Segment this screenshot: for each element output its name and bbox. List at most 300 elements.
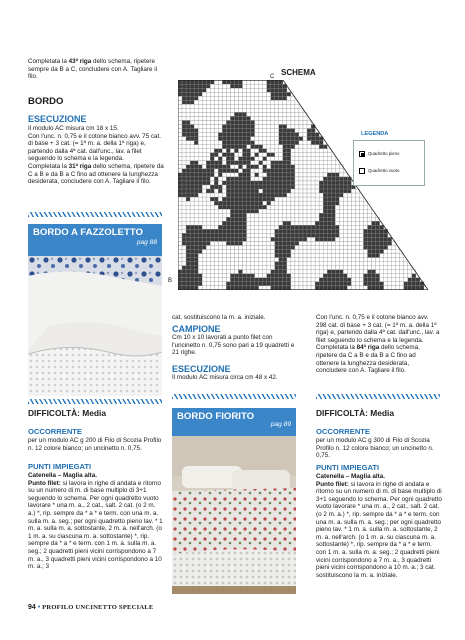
grid-cell xyxy=(307,145,311,149)
grid-cell xyxy=(287,270,291,274)
grid-cell xyxy=(392,266,396,270)
grid-cell xyxy=(347,262,351,266)
grid-cell xyxy=(194,169,198,173)
grid-cell xyxy=(376,274,380,278)
grid-cell xyxy=(190,153,194,157)
grid-cell xyxy=(178,286,182,290)
grid-cell xyxy=(202,185,206,189)
grid-cell xyxy=(182,137,186,141)
grid-cell xyxy=(283,193,287,197)
grid-cell xyxy=(339,270,343,274)
grid-cell xyxy=(210,96,214,100)
grid-cell xyxy=(400,282,404,286)
grid-cell xyxy=(218,120,222,124)
grid-cell xyxy=(315,185,319,189)
grid-cell xyxy=(194,157,198,161)
grid-cell xyxy=(271,137,275,141)
grid-cell xyxy=(323,286,327,290)
grid-cell xyxy=(275,137,279,141)
grid-cell xyxy=(186,129,190,133)
grid-cell xyxy=(222,161,226,165)
grid-cell xyxy=(400,258,404,262)
divider-hatch-left xyxy=(28,212,162,217)
grid-cell xyxy=(259,185,263,189)
grid-cell xyxy=(194,189,198,193)
grid-cell xyxy=(315,161,319,165)
grid-cell xyxy=(234,274,238,278)
grid-cell xyxy=(251,233,255,237)
grid-cell xyxy=(271,286,275,290)
grid-cell xyxy=(206,217,210,221)
grid-cell xyxy=(331,233,335,237)
grid-cell xyxy=(287,266,291,270)
grid-cell xyxy=(380,233,384,237)
grid-cell xyxy=(335,209,339,213)
grid-cell xyxy=(222,157,226,161)
grid-cell xyxy=(283,165,287,169)
grid-cell xyxy=(186,245,190,249)
grid-cell xyxy=(279,96,283,100)
grid-cell xyxy=(315,278,319,282)
grid-cell xyxy=(283,88,287,92)
grid-cell xyxy=(238,185,242,189)
grid-cell xyxy=(287,254,291,258)
grid-cell xyxy=(303,193,307,197)
grid-cell xyxy=(198,177,202,181)
grid-cell xyxy=(198,221,202,225)
grid-cell xyxy=(343,274,347,278)
grid-cell xyxy=(263,112,267,116)
grid-cell xyxy=(307,245,311,249)
grid-cell xyxy=(234,116,238,120)
grid-cell xyxy=(218,270,222,274)
grid-cell xyxy=(198,225,202,229)
grid-cell xyxy=(186,205,190,209)
grid-cell xyxy=(267,193,271,197)
grid-cell xyxy=(275,274,279,278)
grid-cell xyxy=(214,189,218,193)
grid-cell xyxy=(319,197,323,201)
grid-cell xyxy=(243,129,247,133)
grid-cell xyxy=(238,104,242,108)
grid-cell xyxy=(271,229,275,233)
grid-cell xyxy=(267,157,271,161)
grid-cell xyxy=(291,282,295,286)
photo-bed-lace xyxy=(172,436,296,594)
grid-cell xyxy=(335,165,339,169)
grid-cell xyxy=(214,112,218,116)
grid-cell xyxy=(267,84,271,88)
grid-cell xyxy=(206,254,210,258)
grid-cell xyxy=(210,278,214,282)
grid-cell xyxy=(234,173,238,177)
grid-cell xyxy=(291,237,295,241)
grid-cell xyxy=(178,120,182,124)
grid-cell xyxy=(198,84,202,88)
grid-cell xyxy=(396,266,400,270)
grid-cell xyxy=(331,241,335,245)
grid-cell xyxy=(259,213,263,217)
grid-cell xyxy=(230,133,234,137)
grid-cell xyxy=(210,282,214,286)
grid-cell xyxy=(247,133,251,137)
grid-cell xyxy=(388,270,392,274)
grid-cell xyxy=(210,88,214,92)
grid-cell xyxy=(303,149,307,153)
grid-cell xyxy=(400,286,404,290)
grid-cell xyxy=(267,141,271,145)
grid-cell xyxy=(331,177,335,181)
grid-cell xyxy=(206,141,210,145)
grid-cell xyxy=(368,250,372,254)
grid-cell xyxy=(331,205,335,209)
grid-cell xyxy=(323,213,327,217)
grid-cell xyxy=(372,241,376,245)
grid-cell xyxy=(291,165,295,169)
grid-cell xyxy=(243,225,247,229)
grid-cell xyxy=(190,120,194,124)
grid-cell xyxy=(206,201,210,205)
grid-cell xyxy=(283,145,287,149)
grid-cell xyxy=(251,213,255,217)
grid-cell xyxy=(178,193,182,197)
grid-cell xyxy=(214,209,218,213)
grid-cell xyxy=(218,225,222,229)
grid-cell xyxy=(182,116,186,120)
grid-cell xyxy=(186,108,190,112)
grid-cell xyxy=(287,262,291,266)
grid-cell xyxy=(315,250,319,254)
grid-cell xyxy=(190,116,194,120)
grid-cell xyxy=(303,145,307,149)
grid-cell xyxy=(355,250,359,254)
grid-cell xyxy=(230,104,234,108)
grid-cell xyxy=(182,84,186,88)
grid-cell xyxy=(376,254,380,258)
grid-cell xyxy=(271,177,275,181)
grid-cell xyxy=(259,96,263,100)
grid-cell xyxy=(243,266,247,270)
publication-name: PROFILO UNCINETTO SPECIALE xyxy=(42,604,154,611)
grid-cell xyxy=(210,237,214,241)
banner-fiorito-title: BORDO FIORITO xyxy=(177,411,255,422)
grid-cell xyxy=(186,197,190,201)
grid-cell xyxy=(319,233,323,237)
grid-cell xyxy=(339,254,343,258)
footer: 94 • PROFILO UNCINETTO SPECIALE xyxy=(28,604,154,611)
grid-cell xyxy=(299,133,303,137)
grid-cell xyxy=(303,169,307,173)
grid-cell xyxy=(230,237,234,241)
grid-cell xyxy=(351,229,355,233)
grid-cell xyxy=(279,213,283,217)
grid-cell xyxy=(243,92,247,96)
grid-cell xyxy=(255,201,259,205)
grid-cell xyxy=(363,205,367,209)
grid-cell xyxy=(307,137,311,141)
grid-cell xyxy=(327,193,331,197)
grid-cell xyxy=(363,233,367,237)
grid-cell xyxy=(214,149,218,153)
grid-cell xyxy=(299,169,303,173)
grid-cell xyxy=(178,221,182,225)
grid-cell xyxy=(190,177,194,181)
grid-cell xyxy=(295,213,299,217)
grid-cell xyxy=(210,205,214,209)
grid-cell xyxy=(279,250,283,254)
grid-cell xyxy=(396,274,400,278)
grid-cell xyxy=(283,262,287,266)
mid-cont-text: cat. sostituiscono la m. a. iniziale. xyxy=(172,314,266,321)
grid-cell xyxy=(295,169,299,173)
grid-cell xyxy=(247,229,251,233)
grid-cell xyxy=(339,262,343,266)
grid-cell xyxy=(339,213,343,217)
grid-cell xyxy=(323,161,327,165)
grid-cell xyxy=(303,133,307,137)
legend-title: LEGENDA xyxy=(361,131,389,137)
grid-cell xyxy=(218,177,222,181)
grid-cell xyxy=(279,173,283,177)
grid-cell xyxy=(218,116,222,120)
grid-cell xyxy=(283,177,287,181)
grid-cell xyxy=(283,278,287,282)
divider-hatch-bm xyxy=(172,394,296,399)
grid-cell xyxy=(190,165,194,169)
esecuzione-p1: Il modulo AC misura cm 18 x 15. xyxy=(28,125,119,132)
grid-cell xyxy=(363,270,367,274)
grid-cell xyxy=(279,92,283,96)
grid-cell xyxy=(182,92,186,96)
grid-cell xyxy=(238,213,242,217)
grid-cell xyxy=(234,189,238,193)
grid-cell xyxy=(355,262,359,266)
grid-cell xyxy=(186,229,190,233)
grid-cell xyxy=(178,217,182,221)
grid-cell xyxy=(259,274,263,278)
grid-cell xyxy=(194,100,198,104)
grid-cell xyxy=(206,245,210,249)
grid-cell xyxy=(255,149,259,153)
grid-cell xyxy=(355,254,359,258)
grid-cell xyxy=(291,254,295,258)
grid-cell xyxy=(206,129,210,133)
grid-cell xyxy=(210,233,214,237)
grid-cell xyxy=(327,278,331,282)
grid-cell xyxy=(202,282,206,286)
grid-cell xyxy=(222,112,226,116)
grid-cell xyxy=(271,120,275,124)
grid-cell xyxy=(291,169,295,173)
grid-cell xyxy=(275,254,279,258)
grid-cell xyxy=(307,241,311,245)
grid-cell xyxy=(206,258,210,262)
grid-cell xyxy=(243,137,247,141)
grid-cell xyxy=(295,266,299,270)
grid-cell xyxy=(283,104,287,108)
grid-cell xyxy=(226,165,230,169)
grid-cell xyxy=(347,217,351,221)
grid-cell xyxy=(368,262,372,266)
grid-cell xyxy=(230,262,234,266)
grid-cell xyxy=(263,104,267,108)
grid-cell xyxy=(251,96,255,100)
grid-cell xyxy=(255,286,259,290)
grid-cell xyxy=(351,274,355,278)
grid-cell xyxy=(303,197,307,201)
grid-cell xyxy=(186,213,190,217)
grid-cell xyxy=(218,213,222,217)
grid-cell xyxy=(194,80,198,84)
grid-cell xyxy=(303,217,307,221)
grid-cell xyxy=(190,217,194,221)
grid-cell xyxy=(190,112,194,116)
grid-cell xyxy=(202,229,206,233)
grid-cell xyxy=(230,278,234,282)
grid-cell xyxy=(251,262,255,266)
grid-cell xyxy=(238,120,242,124)
grid-cell xyxy=(230,169,234,173)
grid-cell xyxy=(226,133,230,137)
grid-cell xyxy=(190,225,194,229)
grid-cell xyxy=(271,225,275,229)
right-top-pre: Con l'unc. n. 0,75 e il cotone bianco avv. 298 cat. di base + 3 cat. (= 1ª m. a. della 1ª riga) e, partendo dalla 4ª cat. dall'unc., lav. a filet seguendo lo schema e la legenda. Completata la xyxy=(316,314,440,352)
grid-cell xyxy=(214,88,218,92)
grid-cell xyxy=(214,173,218,177)
grid-cell xyxy=(339,217,343,221)
grid-cell xyxy=(255,88,259,92)
grid-cell xyxy=(214,92,218,96)
grid-cell xyxy=(251,120,255,124)
intro-pre: Completata la xyxy=(28,58,69,65)
grid-cell xyxy=(263,149,267,153)
grid-cell xyxy=(259,161,263,165)
grid-cell xyxy=(404,262,408,266)
grid-cell xyxy=(380,266,384,270)
grid-cell xyxy=(210,213,214,217)
grid-cell xyxy=(323,173,327,177)
grid-cell xyxy=(194,92,198,96)
grid-cell xyxy=(271,205,275,209)
grid-cell xyxy=(283,201,287,205)
grid-cell xyxy=(186,137,190,141)
grid-cell xyxy=(230,145,234,149)
grid-cell xyxy=(295,165,299,169)
grid-cell xyxy=(307,237,311,241)
grid-cell xyxy=(295,278,299,282)
grid-cell xyxy=(327,233,331,237)
grid-cell xyxy=(392,258,396,262)
grid-cell xyxy=(307,262,311,266)
grid-cell xyxy=(255,112,259,116)
grid-cell xyxy=(243,96,247,100)
grid-cell xyxy=(247,193,251,197)
grid-cell xyxy=(363,241,367,245)
grid-cell xyxy=(384,258,388,262)
grid-cell xyxy=(359,225,363,229)
grid-cell xyxy=(198,233,202,237)
grid-cell xyxy=(255,185,259,189)
grid-cell xyxy=(186,165,190,169)
grid-cell xyxy=(311,278,315,282)
grid-cell xyxy=(222,221,226,225)
grid-cell xyxy=(214,181,218,185)
grid-cell xyxy=(287,245,291,249)
grid-cell xyxy=(190,108,194,112)
grid-cell xyxy=(311,189,315,193)
grid-cell xyxy=(198,262,202,266)
grid-cell xyxy=(315,141,319,145)
grid-cell xyxy=(291,137,295,141)
grid-cell xyxy=(190,282,194,286)
grid-cell xyxy=(202,262,206,266)
grid-cell xyxy=(226,80,230,84)
grid-cell xyxy=(287,157,291,161)
grid-cell xyxy=(202,133,206,137)
grid-cell xyxy=(230,221,234,225)
grid-cell xyxy=(222,129,226,133)
grid-cell xyxy=(283,161,287,165)
grid-cell xyxy=(230,241,234,245)
grid-cell xyxy=(295,233,299,237)
grid-cell xyxy=(259,266,263,270)
grid-cell xyxy=(327,217,331,221)
grid-cell xyxy=(230,254,234,258)
grid-cell xyxy=(368,286,372,290)
bl-catenella: Catenella – Maglia alta. xyxy=(28,472,97,479)
grid-cell xyxy=(218,88,222,92)
grid-cell xyxy=(182,245,186,249)
grid-cell xyxy=(206,116,210,120)
grid-cell xyxy=(267,201,271,205)
grid-cell xyxy=(234,217,238,221)
grid-cell xyxy=(339,201,343,205)
grid-cell xyxy=(243,80,247,84)
grid-cell xyxy=(226,92,230,96)
grid-cell xyxy=(287,286,291,290)
grid-cell xyxy=(214,177,218,181)
grid-cell xyxy=(251,137,255,141)
grid-cell xyxy=(343,201,347,205)
grid-cell xyxy=(259,189,263,193)
grid-cell xyxy=(230,100,234,104)
grid-cell xyxy=(347,197,351,201)
grid-cell xyxy=(307,229,311,233)
grid-cell xyxy=(376,270,380,274)
grid-cell xyxy=(351,237,355,241)
grid-cell xyxy=(210,80,214,84)
grid-cell xyxy=(295,161,299,165)
grid-cell xyxy=(319,237,323,241)
grid-cell xyxy=(263,229,267,233)
grid-cell xyxy=(210,100,214,104)
grid-cell xyxy=(271,185,275,189)
grid-cell xyxy=(343,173,347,177)
grid-cell xyxy=(335,286,339,290)
grid-cell xyxy=(206,274,210,278)
grid-cell xyxy=(343,229,347,233)
grid-cell xyxy=(271,169,275,173)
grid-cell xyxy=(315,213,319,217)
grid-cell xyxy=(226,145,230,149)
grid-cell xyxy=(267,286,271,290)
grid-cell xyxy=(287,274,291,278)
grid-cell xyxy=(275,84,279,88)
grid-cell xyxy=(178,177,182,181)
grid-cell xyxy=(396,262,400,266)
grid-cell xyxy=(283,100,287,104)
grid-cell xyxy=(182,266,186,270)
